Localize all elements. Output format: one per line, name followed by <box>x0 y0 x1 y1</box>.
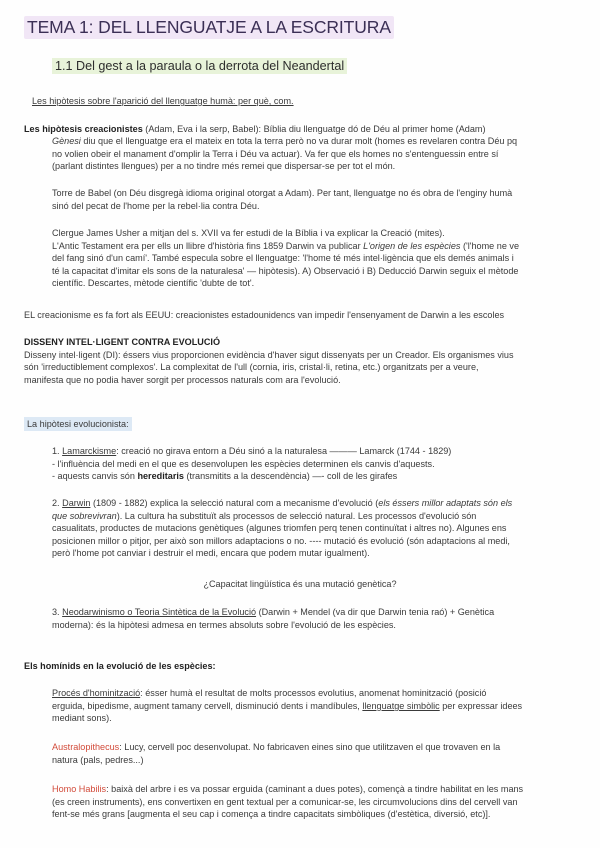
genesi-line-3: (parlant distintes llengues) per a no tindre més remei que dispersar-se per tot el món. <box>52 161 396 171</box>
proces-line-3: mediant sons). <box>52 713 112 723</box>
usher-line-3: del fang sinó d'un camí'. També especula sobre el llenguatge: 'l'home té més intel·ligència que els demés animals i <box>52 253 514 263</box>
creacionistes-heading-rest: (Adam, Eva i la serp, Babel): Bíblia diu llenguatge dó de Déu al primer home (Adam) <box>142 124 486 134</box>
genesi-text: diu que el llenguatge era el mateix en tota la terra però no va durar molt (homes es revelaren contra Déu pq <box>80 136 518 146</box>
darwin-line-3: casualitats, productes de mutacions genètiques (algunes triomfen perq tenen continuïtat i altres no). Algunes ens <box>52 523 507 533</box>
neo-number: 3. <box>52 607 63 617</box>
habilis-term: Homo Habilis <box>52 784 107 794</box>
proces-text-a: erguida, bipedisme, augment tamany cervell, disminució dents i mandíbules, <box>52 701 363 711</box>
lamarck-number: 1. <box>52 446 63 456</box>
evolucionista-heading: La hipòtesi evolucionista: <box>24 417 132 431</box>
darwin-line-4: posicionen millor o pitjor, per això son millors adaptacions o no. ---- mutació és evolució (són adaptacions al medi, <box>52 536 510 546</box>
habilis-line-2: (es creen instruments), ens convertixen en gent textual per a comunicar-se, les circumvolucions dins del cervell van <box>52 797 518 807</box>
proces-term: Procés d'hominització <box>52 688 141 698</box>
neo-term: Neodarwinismo o Teoria Sintètica de la Evolució <box>62 607 257 617</box>
usher-text-c: ('l'home ne ve <box>460 241 520 251</box>
eeuu-line: EL creacionisme es fa fort als EEUU: creacionistes estadounidencs van impedir l'ensenyament de Darwin a les escoles <box>24 310 505 320</box>
intro-heading: Les hipòtesis sobre l'aparició del llenguatge humà: per què, com. <box>32 96 294 106</box>
hominids-heading: Els homínids en la evolució de les espècies: <box>24 661 216 671</box>
proces-text: : ésser humà el resultat de molts processos evolutius, anomenat hominització (posició <box>140 688 487 698</box>
disseny-line-2: són 'irreductiblement complexos'. La complexitat de l'ull (cornia, iris, cristal·li, retina, etc.) organitzats per a veure, <box>24 362 479 372</box>
disseny-line-1: Disseny intel·ligent (DI): éssers vius proporcionen evidència d'haver sigut dissenyats per un Creador. Els organismes vius <box>24 350 514 360</box>
usher-line-4: té la capacitat d'imitar els sons de la naturalesa' — hipòtesis). A) Observació i B) Deducció Darwin seguix el mètode <box>52 266 519 276</box>
section-subtitle: 1.1 Del gest a la paraula o la derrota del Neandertal <box>52 58 347 74</box>
lamarck-line-3 <box>52 470 397 482</box>
disseny-heading: DISSENY INTEL·LIGENT CONTRA EVOLUCIÓ <box>24 337 221 347</box>
creacionistes-paragraph <box>24 123 485 135</box>
darwin-line-2 <box>52 510 476 522</box>
question-line: ¿Capacitat lingüística és una mutació genètica? <box>203 579 397 589</box>
neo-line-2: moderna): és la hipòtesi admesa en termes absoluts sobre l'evolució de les espècies. <box>52 620 396 630</box>
neo-line-1 <box>52 606 494 618</box>
habilis-line-1 <box>52 783 523 795</box>
darwin-number: 2. <box>52 498 63 508</box>
neo-text: (Darwin + Mendel (va dir que Darwin tenia raó) + Genètica <box>256 607 495 617</box>
usher-text-a: L'Antic Testament era per ells un llibre d'història fins 1859 Darwin va publicar <box>52 241 364 251</box>
habilis-line-3: fent-se més grans [augmenta el seu cap i comença a tindre capacitats simbòliques (d'estètica, diversió, etc)]. <box>52 809 491 819</box>
darwin-italic-a: els éssers millor adaptats són els <box>378 498 513 508</box>
darwin-italic-b: que sobrevivran <box>52 511 117 521</box>
darwin-line-1 <box>52 497 512 509</box>
lamarck-line-2: - l'influència del medi en el que es desenvolupen les espècies determinen els canvis d'aquests. <box>52 459 435 469</box>
proces-text-c: per expressar idees <box>439 701 523 711</box>
darwin-text-b: ). La cultura ha substituït als processos de selecció natural. Les processos d'evolució són <box>116 511 477 521</box>
lamarck-term: Lamarckisme <box>62 446 117 456</box>
darwin-line-5: però l'home pot canviar i destruir el medi, encara que podem mutar igualment). <box>52 548 370 558</box>
disseny-line-3: manifesta que no podia haver sorgit per processos naturals com ara l'evolució. <box>24 375 341 385</box>
book-title: L'origen de les espècies <box>363 241 461 251</box>
lamarck-line-1 <box>52 445 451 457</box>
darwin-text-a: (1809 - 1882) explica la selecció natural com a mecanisme d'evolució ( <box>90 498 379 508</box>
creacionistes-heading: Les hipòtesis creacionistes <box>24 124 143 134</box>
lamarck-text-a: - aquests canvis són <box>52 471 138 481</box>
australopithecus-term: Australopithecus <box>52 742 120 752</box>
llenguatge-simbolic-term: llenguatge simbòlic <box>362 701 440 711</box>
habilis-text: : baixà del arbre i es va possar erguida (caminant a dues potes), començà a tindre habilitat en les mans <box>106 784 524 794</box>
australopithecus-line-1 <box>52 741 500 753</box>
proces-line-2 <box>52 700 522 712</box>
usher-line-2 <box>52 240 519 252</box>
genesi-line-1 <box>52 135 517 147</box>
darwin-term: Darwin <box>62 498 91 508</box>
lamarck-text: : creació no girava entorn a Déu sinó a la naturalesa ——— Lamarck (1744 - 1829) <box>116 446 452 456</box>
lamarck-text-c: (transmitits a la descendència) —- coll de les girafes <box>183 471 398 481</box>
genesi-label: Gènesi <box>52 136 81 146</box>
babel-line-2: sinó del pecat de l'home per la rebel·lia contra Déu. <box>52 201 260 211</box>
proces-line-1 <box>52 687 486 699</box>
usher-line-5: científic. Descartes, mètode científic 'dubte de tot'. <box>52 278 255 288</box>
usher-line-1: Clergue James Usher a mitjan del s. XVII va fer estudi de la Bíblia i va explicar la Creació (mites). <box>52 228 445 238</box>
page-title: TEMA 1: DEL LLENGUATJE A LA ESCRITURA <box>24 16 394 39</box>
australopithecus-line-2: natura (pals, pedres...) <box>52 755 144 765</box>
babel-line-1: Torre de Babel (on Déu disgregà idioma original otorgat a Adam). Per tant, llenguatge no és obra de l'enginy humà <box>52 188 513 198</box>
australopithecus-text: : Lucy, cervell poc desenvolupat. No fabricaven eines sino que utilitzaven el que trovaven en la <box>119 742 501 752</box>
genesi-line-2: no volien obeir el manament d'omplir la Terra i Déu va actuar). Va fer que els homes no s'entenguessin entre sí <box>52 149 499 159</box>
hereditaris-term: hereditaris <box>137 471 184 481</box>
